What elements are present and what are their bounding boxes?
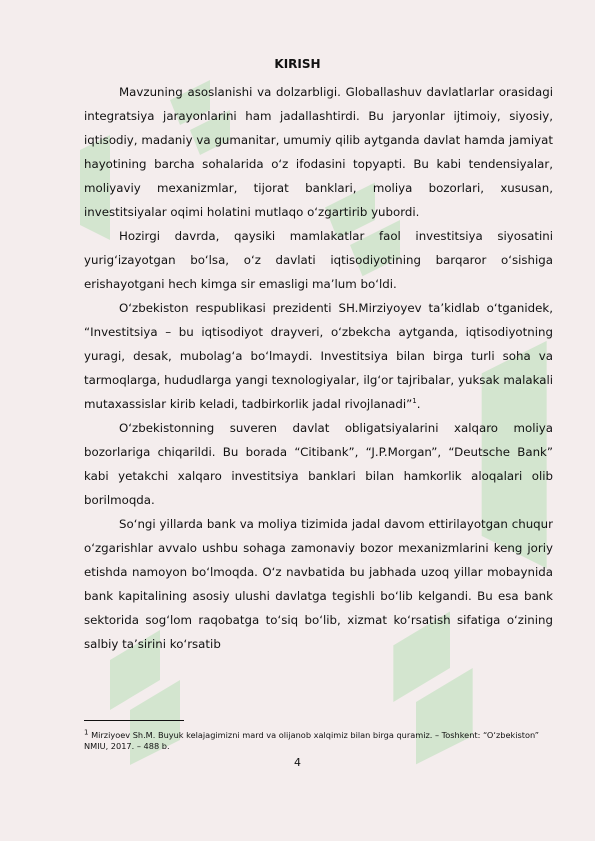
paragraph: [84, 296, 553, 416]
paragraph-tail: .: [416, 397, 421, 411]
footnote-reference: 1: [412, 397, 417, 406]
paragraph: O‘zbekistonning suveren davlat obligatsiyalarini xalqaro moliya bozorlariga chiqarildi. Bu borada “Citibank”, “J.P.Morgan”, “Deutsche Bank” kabi yetakchi xalqaro investitsiya banklari bilan hamkorlik aloqalari olib borilmoqda.: [84, 421, 553, 507]
footnote: [84, 730, 544, 752]
page-title: KIRISH: [274, 57, 321, 71]
paragraph: Mavzuning asoslanishi va dolzarbligi. Globallashuv davlatlarlar orasidagi integratsiya jarayonlarini ham jadallashtirdi. Bu jaryonlar ijtimoiy, siyosiy, iqtisodiy, madaniy va gumanitar, umumiy qilib aytganda davlat hamda jamiyat hayotining barcha sohalarida o‘z ifodasini topyapti. Bu kabi tendensiyalar, moliyaviy mexanizmlar, tijorat banklari, moliya bozorlari, xususan, investitsiyalar oqimi holatini mutlaqo o‘zgartirib yubordi.: [84, 85, 553, 219]
paragraph-text: O‘zbekiston respublikasi prezidenti SH.Mirziyoyev ta’kidlab o‘tganidek, “Investitsiya – bu iqtisodiyot drayveri, o‘zbekcha aytganda, iqtisodiyotning yuragi, desak, mubolag‘a bo‘lmaydi. Investitsiya bilan birga turli soha va tarmoqlarga, hududlarga yangi texnologiyalar, ilg‘or tajribalar, yuksak malakali mutaxassislar kirib keladi, tadbirkorlik jadal rivojlanadi”: [84, 301, 553, 411]
footnote-divider: [84, 720, 184, 721]
paragraph: Hozirgi davrda, qaysiki mamlakatlar faol investitsiya siyosatini yurig‘izayotgan bo‘lsa, o‘z davlati iqtisodiyotining barqaror o‘sishiga erishayotgani hech kimga sir emasligi ma’lum bo‘ldi.: [84, 229, 553, 291]
document-body: [84, 80, 553, 656]
paragraph: So‘ngi yillarda bank va moliya tizimida jadal davom ettirilayotgan chuqur o‘zgarishlar avvalo ushbu sohaga zamonaviy bozor mexanizmlarini keng joriy etishda namoyon bo‘lmoqda. O‘z navbatida bu jabhada uzoq yillar mobaynida bank kapitalining asosiy ulushi davlatga tegishli bo‘lib kelgandi. Bu esa bank sektorida sog‘lom raqobatga to‘siq bo‘lib, xizmat ko‘rsatish sifatiga o‘zining salbiy ta’sirini ko‘rsatib: [84, 517, 553, 651]
page-number: 4: [294, 756, 301, 769]
footnote-marker: 1: [84, 728, 89, 737]
footnote-text: Mirziyoev Sh.M. Buyuk kelajagimizni mard va olijanob xalqimiz bilan birga quramiz. – Toshkent: “O‘zbekiston” NMIU, 2017. – 488 b.: [84, 730, 539, 751]
